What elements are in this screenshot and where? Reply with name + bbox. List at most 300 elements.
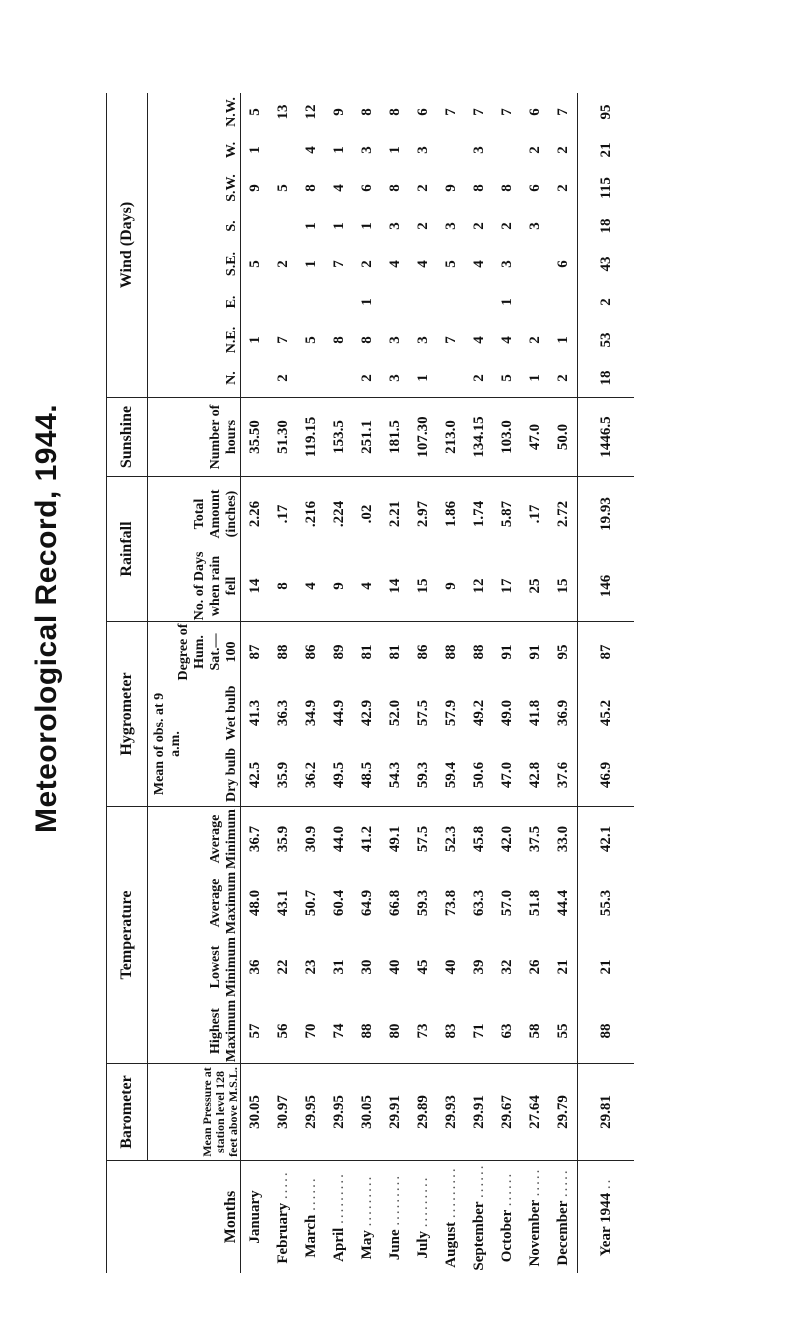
dry-bulb-cell: 35.9 <box>269 744 297 807</box>
table-row <box>269 93 297 1273</box>
rain-days-cell: 8 <box>269 551 297 622</box>
average-min-header: Average Minimum <box>208 809 239 869</box>
wind-cell-nw: 7 <box>442 108 459 116</box>
sunshine-cell: 50.0 <box>549 398 578 477</box>
wind-cell-n <box>437 359 465 398</box>
table-row <box>381 93 409 1273</box>
degree-humidity-cell: 86 <box>302 644 319 660</box>
lowest-min-cell: 40 <box>386 959 403 975</box>
wind-cell-nw: 8 <box>358 108 375 116</box>
average-min-cell: 30.9 <box>302 825 319 853</box>
wind-cell-e <box>521 283 549 321</box>
dry-bulb-cell: 46.9 <box>578 744 635 807</box>
wind-cell-s <box>269 207 297 245</box>
wind-cell-w <box>493 131 521 169</box>
average-max-cell: 60.4 <box>330 889 347 917</box>
month-cell <box>465 1161 493 1274</box>
wet-bulb-cell: 41.8 <box>526 699 543 727</box>
dry-bulb-cell: 54.3 <box>381 744 409 807</box>
wind-ne-header: N.E. <box>224 326 239 354</box>
wind-cell-ne: 3 <box>386 336 403 344</box>
barometer-cell: 29.91 <box>465 1064 493 1161</box>
rain-days-cell: 14 <box>241 551 270 622</box>
wind-cell-w: 1 <box>246 146 263 154</box>
table-row <box>241 93 270 1273</box>
average-min-cell: 44.0 <box>330 825 347 853</box>
lowest-min-cell: 22 <box>274 959 291 975</box>
rain-total-cell: 1.86 <box>442 500 459 528</box>
rain-days-cell: 9 <box>325 551 353 622</box>
wind-cell-n: 2 <box>269 359 297 398</box>
leader-dots: ..... <box>274 1170 291 1200</box>
dry-bulb-cell: 47.0 <box>493 744 521 807</box>
rain-total-cell: .17 <box>274 504 291 524</box>
month-cell <box>549 1161 578 1274</box>
average-max-cell: 66.8 <box>386 889 403 917</box>
average-min-cell: 35.9 <box>274 825 291 853</box>
rain-days-cell: 25 <box>521 551 549 622</box>
month-cell <box>297 1161 325 1274</box>
wind-cell-n: 2 <box>465 359 493 398</box>
month-label: May <box>358 1230 375 1260</box>
average-max-cell: 44.4 <box>554 889 571 917</box>
wind-cell-w: 3 <box>414 146 431 154</box>
average-max-cell: 59.3 <box>414 889 431 917</box>
average-max-cell: 51.8 <box>526 889 543 917</box>
wind-cell-ne: 7 <box>274 336 291 344</box>
wet-bulb-cell: 42.9 <box>358 699 375 727</box>
average-max-cell: 57.0 <box>498 889 515 917</box>
wet-bulb-cell: 52.0 <box>386 699 403 727</box>
wet-bulb-cell: 45.2 <box>578 682 635 744</box>
year-total-row <box>578 93 635 1273</box>
wind-cell-se: 7 <box>330 260 347 268</box>
dry-bulb-cell: 59.3 <box>409 744 437 807</box>
wind-cell-n <box>297 359 325 398</box>
table-row <box>437 93 465 1273</box>
month-label: November <box>526 1200 543 1267</box>
wind-cell-se: 6 <box>554 260 571 268</box>
rotated-page-content <box>20 23 780 1303</box>
wind-cell-e <box>325 283 353 321</box>
wind-cell-s: 18 <box>578 207 635 245</box>
wet-bulb-cell: 41.3 <box>246 699 263 727</box>
rain-days-cell: 15 <box>409 551 437 622</box>
average-min-cell: 42.0 <box>498 825 515 853</box>
dry-bulb-header: Dry bulb <box>188 744 241 807</box>
lowest-min-cell: 30 <box>358 959 375 975</box>
wind-cell-sw: 8 <box>302 184 319 192</box>
wind-cell-se: 4 <box>386 260 403 268</box>
wind-cell-se: 3 <box>498 260 515 268</box>
highest-max-cell: 80 <box>381 999 409 1064</box>
month-label: September <box>470 1201 487 1271</box>
month-label: August <box>442 1221 459 1268</box>
dry-bulb-cell: 42.8 <box>521 744 549 807</box>
wind-cell-nw: 5 <box>246 108 263 116</box>
leader-dots: ..... <box>526 1167 543 1197</box>
wind-cell-nw: 7 <box>470 108 487 116</box>
wind-cell-ne: 1 <box>246 336 263 344</box>
wind-cell-w <box>437 131 465 169</box>
barometer-cell: 29.89 <box>409 1064 437 1161</box>
wind-nw-header: N.W. <box>224 97 239 127</box>
wind-cell-w: 2 <box>526 146 543 154</box>
wind-cell-se: 2 <box>358 260 375 268</box>
wet-bulb-cell: 49.2 <box>470 699 487 727</box>
wind-cell-s: 1 <box>358 222 375 230</box>
highest-max-cell: 70 <box>297 999 325 1064</box>
rain-days-header: No. of Days when rain fell <box>148 551 241 622</box>
wind-cell-nw: 8 <box>386 108 403 116</box>
wind-cell-sw: 8 <box>386 184 403 192</box>
leader-dots: .. <box>597 1177 614 1190</box>
wind-s-header: S. <box>224 220 239 232</box>
wind-cell-w: 1 <box>386 146 403 154</box>
rain-days-cell: 17 <box>493 551 521 622</box>
highest-max-cell: 56 <box>269 999 297 1064</box>
month-cell <box>578 1161 635 1274</box>
wet-bulb-cell: 36.3 <box>274 699 291 727</box>
page-title: Meteorological Record, 1944. <box>30 403 63 833</box>
degree-humidity-cell: 87 <box>578 622 635 683</box>
leader-dots: ......... <box>386 1173 403 1226</box>
degree-humidity-cell: 89 <box>330 644 347 660</box>
degree-humidity-cell: 95 <box>554 644 571 660</box>
average-min-cell: 45.8 <box>470 825 487 853</box>
highest-max-header: Highest Maximum <box>148 999 241 1064</box>
sunshine-cell: 103.0 <box>493 398 521 477</box>
wind-cell-e <box>549 283 578 321</box>
wind-cell-n: 1 <box>521 359 549 398</box>
wind-cell-ne: 4 <box>470 336 487 344</box>
rain-days-cell: 12 <box>465 551 493 622</box>
month-cell <box>493 1161 521 1274</box>
wind-se-header: S.E. <box>224 251 239 277</box>
wind-cell-se: 5 <box>442 260 459 268</box>
barometer-cell: 29.93 <box>437 1064 465 1161</box>
barometer-cell: 27.64 <box>521 1064 549 1161</box>
wind-cell-n: 1 <box>409 359 437 398</box>
lowest-min-cell: 26 <box>526 959 543 975</box>
wind-cell-e: 1 <box>358 298 375 306</box>
wind-cell-ne: 8 <box>358 336 375 344</box>
table-row <box>521 93 549 1273</box>
meteorological-table <box>106 93 634 1273</box>
table-body <box>241 93 635 1273</box>
highest-max-cell: 88 <box>353 999 381 1064</box>
month-cell <box>241 1161 270 1274</box>
wind-cell-nw: 95 <box>578 93 635 131</box>
wind-cell-nw: 7 <box>498 108 515 116</box>
degree-humidity-cell: 81 <box>358 644 375 660</box>
wind-cell-w: 4 <box>302 146 319 154</box>
wind-cell-e <box>437 283 465 321</box>
average-max-cell: 50.7 <box>302 889 319 917</box>
wind-cell-e <box>381 283 409 321</box>
lowest-min-cell: 32 <box>498 959 515 975</box>
barometer-cell: 29.67 <box>493 1064 521 1161</box>
sunshine-cell: 1446.5 <box>578 398 635 477</box>
wind-cell-s: 2 <box>498 222 515 230</box>
hygrometer-mean-header: Mean of obs. at 9 a.m. <box>148 682 189 807</box>
barometer-cell: 29.79 <box>549 1064 578 1161</box>
table-row <box>493 93 521 1273</box>
average-max-cell: 55.3 <box>578 871 635 935</box>
highest-max-cell: 73 <box>409 999 437 1064</box>
wet-bulb-cell: 57.9 <box>442 699 459 727</box>
wind-cell-s: 2 <box>414 222 431 230</box>
month-cell <box>409 1161 437 1274</box>
wind-cell-w <box>269 131 297 169</box>
sunshine-header: Sunshine <box>107 398 148 477</box>
rain-total-cell: 2.97 <box>414 500 431 528</box>
rain-total-cell: 1.74 <box>470 500 487 528</box>
sunshine-cell: 251.1 <box>353 398 381 477</box>
lowest-min-cell: 40 <box>442 959 459 975</box>
wind-cell-nw: 6 <box>526 108 543 116</box>
wet-bulb-cell: 49.0 <box>498 699 515 727</box>
wind-cell-s: 3 <box>386 222 403 230</box>
lowest-min-cell: 23 <box>302 959 319 975</box>
rain-total-cell: 2.72 <box>554 500 571 528</box>
average-max-cell: 63.3 <box>470 889 487 917</box>
leader-dots: ......... <box>358 1174 375 1227</box>
month-label: March <box>302 1214 319 1258</box>
barometer-cell: 29.91 <box>381 1064 409 1161</box>
month-label: Year 1944 <box>597 1192 614 1257</box>
wind-cell-ne: 1 <box>554 336 571 344</box>
highest-max-cell: 83 <box>437 999 465 1064</box>
sunshine-cell: 134.15 <box>465 398 493 477</box>
leader-dots: ..... <box>554 1168 571 1198</box>
wind-cell-nw: 6 <box>414 108 431 116</box>
dry-bulb-cell: 37.6 <box>549 744 578 807</box>
wind-cell-ne: 3 <box>414 336 431 344</box>
average-max-cell: 73.8 <box>442 889 459 917</box>
sunshine-cell: 213.0 <box>437 398 465 477</box>
wind-sw-header: S.W. <box>224 174 239 202</box>
wind-cell-nw: 7 <box>554 108 571 116</box>
rain-total-cell: .17 <box>526 504 543 524</box>
degree-humidity-cell: 88 <box>274 644 291 660</box>
degree-humidity-cell: 87 <box>246 644 263 660</box>
average-min-cell: 33.0 <box>554 825 571 853</box>
degree-humidity-cell: 88 <box>470 644 487 660</box>
average-max-cell: 48.0 <box>246 889 263 917</box>
dry-bulb-cell: 59.4 <box>437 744 465 807</box>
lowest-min-header: Lowest Minimum <box>208 937 239 997</box>
degree-humidity-header: Degree of Hum. Sat.— 100 <box>176 623 239 681</box>
average-max-header: Average Maximum <box>208 871 239 935</box>
wind-cell-se: 2 <box>274 260 291 268</box>
barometer-cell: 29.95 <box>297 1064 325 1161</box>
dry-bulb-cell: 48.5 <box>353 744 381 807</box>
wind-cell-sw: 8 <box>498 184 515 192</box>
wind-cell-s <box>549 207 578 245</box>
dry-bulb-cell: 50.6 <box>465 744 493 807</box>
dry-bulb-cell: 36.2 <box>297 744 325 807</box>
wet-bulb-header: Wet bulb <box>224 685 239 741</box>
average-min-cell: 37.5 <box>526 825 543 853</box>
highest-max-cell: 71 <box>465 999 493 1064</box>
wet-bulb-cell: 57.5 <box>414 699 431 727</box>
table-row <box>297 93 325 1273</box>
month-cell <box>269 1161 297 1274</box>
wind-cell-n: 5 <box>493 359 521 398</box>
wind-cell-e <box>241 283 270 321</box>
month-label: December <box>554 1200 571 1266</box>
rain-total-cell: 19.93 <box>578 477 635 552</box>
lowest-min-cell: 45 <box>414 959 431 975</box>
wind-cell-se: 1 <box>302 260 319 268</box>
wind-cell-se: 4 <box>470 260 487 268</box>
barometer-cell: 29.95 <box>325 1064 353 1161</box>
average-min-cell: 36.7 <box>246 825 263 853</box>
wind-cell-e <box>409 283 437 321</box>
barometer-cell: 30.05 <box>241 1064 270 1161</box>
month-cell <box>521 1161 549 1274</box>
average-min-cell: 52.3 <box>442 825 459 853</box>
table-row <box>549 93 578 1273</box>
degree-humidity-cell: 88 <box>442 644 459 660</box>
month-cell <box>381 1161 409 1274</box>
average-min-cell: 49.1 <box>386 825 403 853</box>
table-row <box>465 93 493 1273</box>
highest-max-cell: 58 <box>521 999 549 1064</box>
wind-cell-e <box>269 283 297 321</box>
sunshine-cell: 181.5 <box>381 398 409 477</box>
barometer-subheader: Mean Pressure at station level 128 feet above M.S.L. <box>148 1064 241 1161</box>
sunshine-hours-header: Number of hours <box>148 398 241 477</box>
wind-n-header: N. <box>148 359 241 398</box>
sunshine-cell: 119.15 <box>297 398 325 477</box>
lowest-min-cell: 39 <box>470 959 487 975</box>
wind-cell-e <box>465 283 493 321</box>
highest-max-cell: 57 <box>241 999 270 1064</box>
wind-cell-n: 18 <box>578 359 635 398</box>
average-min-cell: 42.1 <box>578 807 635 872</box>
highest-max-cell: 74 <box>325 999 353 1064</box>
degree-humidity-cell: 91 <box>498 644 515 660</box>
wind-cell-sw: 2 <box>414 184 431 192</box>
sunshine-cell: 51.30 <box>269 398 297 477</box>
barometer-cell: 30.97 <box>269 1064 297 1161</box>
rain-days-cell: 9 <box>437 551 465 622</box>
highest-max-cell: 88 <box>578 999 635 1064</box>
highest-max-cell: 55 <box>549 999 578 1064</box>
table-row <box>409 93 437 1273</box>
wind-cell-w: 1 <box>330 146 347 154</box>
wind-cell-sw: 115 <box>578 169 635 207</box>
wind-cell-e: 2 <box>578 283 635 321</box>
rain-total-header: Total Amount (inches) <box>192 489 239 539</box>
rain-total-cell: 5.87 <box>498 500 515 528</box>
wind-cell-sw: 8 <box>470 184 487 192</box>
month-cell <box>325 1161 353 1274</box>
sunshine-cell: 35.50 <box>241 398 270 477</box>
average-min-cell: 41.2 <box>358 825 375 853</box>
leader-dots: ......... <box>442 1166 459 1219</box>
average-max-cell: 64.9 <box>358 889 375 917</box>
wind-cell-sw: 4 <box>330 184 347 192</box>
lowest-min-cell: 31 <box>330 959 347 975</box>
leader-dots: ......... <box>330 1172 347 1224</box>
degree-humidity-cell: 86 <box>414 644 431 660</box>
wind-cell-n <box>241 359 270 398</box>
month-label: July <box>414 1231 431 1259</box>
table-row <box>353 93 381 1273</box>
wind-w-header: W. <box>224 141 239 159</box>
wind-cell-s: 1 <box>330 222 347 230</box>
rain-total-cell: .216 <box>302 500 319 528</box>
wind-cell-n <box>325 359 353 398</box>
wind-cell-w: 2 <box>554 146 571 154</box>
wind-cell-s: 3 <box>442 222 459 230</box>
wind-cell-sw: 6 <box>526 184 543 192</box>
wind-cell-w: 3 <box>358 146 375 154</box>
wind-cell-s: 3 <box>526 222 543 230</box>
hygrometer-header: Hygrometer <box>107 622 148 807</box>
rain-total-cell: 2.21 <box>386 500 403 528</box>
wind-e-header: E. <box>224 295 239 309</box>
sunshine-cell: 153.5 <box>325 398 353 477</box>
wind-cell-e: 1 <box>498 298 515 306</box>
wind-cell-sw: 9 <box>246 184 263 192</box>
rain-total-cell: .224 <box>330 500 347 528</box>
wind-cell-nw: 12 <box>302 104 319 120</box>
month-label: April <box>330 1227 347 1262</box>
average-max-cell: 43.1 <box>274 889 291 917</box>
wind-cell-ne: 7 <box>442 336 459 344</box>
wind-cell-ne: 53 <box>578 321 635 359</box>
wet-bulb-cell: 34.9 <box>302 699 319 727</box>
wind-cell-nw: 9 <box>330 108 347 116</box>
average-min-cell: 57.5 <box>414 825 431 853</box>
month-cell <box>437 1161 465 1274</box>
wet-bulb-cell: 44.9 <box>330 699 347 727</box>
barometer-cell: 29.81 <box>578 1064 635 1161</box>
wind-cell-se: 4 <box>414 260 431 268</box>
degree-humidity-cell: 91 <box>526 644 543 660</box>
leader-dots: ...... <box>470 1163 487 1198</box>
table-row <box>325 93 353 1273</box>
leader-dots: ...... <box>498 1171 515 1207</box>
leader-dots: ......... <box>414 1175 431 1228</box>
wind-cell-sw: 2 <box>554 184 571 192</box>
wind-cell-se <box>521 245 549 283</box>
highest-max-cell: 63 <box>493 999 521 1064</box>
dry-bulb-cell: 49.5 <box>325 744 353 807</box>
month-label: October <box>498 1210 515 1263</box>
wind-cell-w: 3 <box>470 146 487 154</box>
rain-total-cell: .02 <box>358 504 375 524</box>
sunshine-cell: 47.0 <box>521 398 549 477</box>
wind-cell-n: 3 <box>381 359 409 398</box>
rain-days-cell: 4 <box>353 551 381 622</box>
lowest-min-cell: 36 <box>246 959 263 975</box>
wet-bulb-cell: 36.9 <box>554 699 571 727</box>
wind-cell-se: 5 <box>246 260 263 268</box>
rain-days-cell: 14 <box>381 551 409 622</box>
wind-cell-n: 2 <box>549 359 578 398</box>
month-label: June <box>386 1229 403 1261</box>
wind-cell-ne: 8 <box>330 336 347 344</box>
wind-cell-sw: 5 <box>274 184 291 192</box>
months-header: Months <box>222 1190 239 1244</box>
wind-cell-s: 2 <box>470 222 487 230</box>
wind-cell-n: 2 <box>353 359 381 398</box>
